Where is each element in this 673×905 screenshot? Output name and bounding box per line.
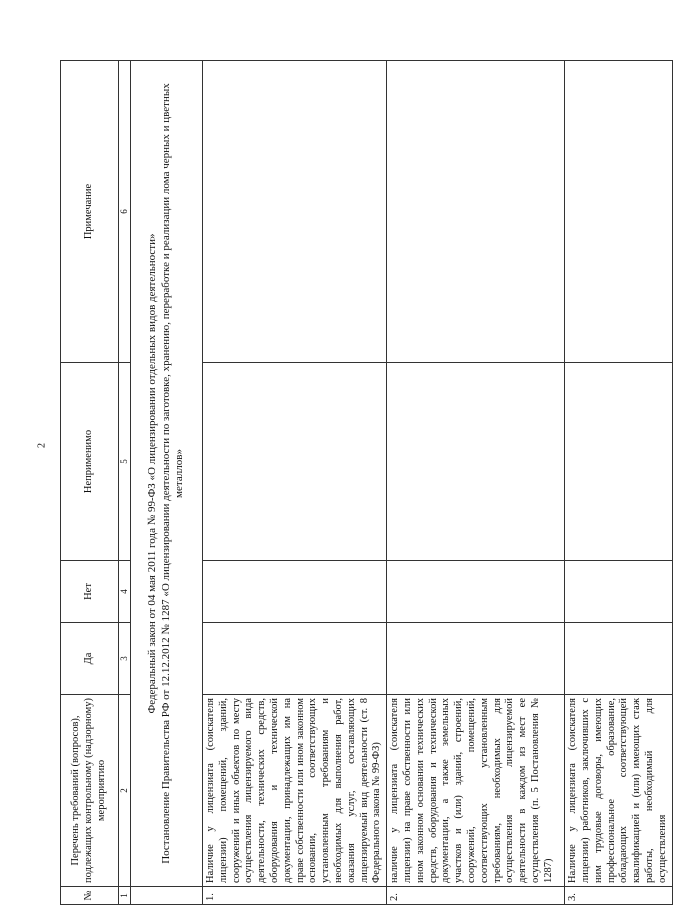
law-reference-row: [131, 61, 203, 905]
table-row: [387, 61, 565, 905]
yes-cell[interactable]: [565, 623, 672, 695]
header-yes: Да: [61, 623, 119, 695]
row-number: 1.: [203, 887, 387, 905]
row-number: 3.: [565, 887, 672, 905]
header-num: №: [61, 887, 119, 905]
note-cell[interactable]: [565, 61, 672, 363]
column-number: 4: [119, 561, 131, 623]
not-applicable-cell[interactable]: [565, 363, 672, 561]
column-number: 5: [119, 363, 131, 561]
yes-cell[interactable]: [387, 623, 565, 695]
column-number: 2: [119, 695, 131, 887]
header-note: Примечание: [61, 61, 119, 363]
column-number: 6: [119, 61, 131, 363]
law-reference-cell: [131, 61, 203, 887]
law-reference-blank: [131, 887, 203, 905]
law-reference-line1: Федеральный закон от 04 мая 2011 года № 99-ФЗ «О лицензировании отдельных видов деятельности»: [146, 233, 159, 714]
page-number: 2: [36, 443, 48, 448]
table-row: [203, 61, 387, 905]
note-cell[interactable]: [203, 61, 387, 363]
not-applicable-cell[interactable]: [387, 363, 565, 561]
header-not-applicable: Неприменимо: [61, 363, 119, 561]
requirement-text: наличие у лицензиата (соискателя лицензии) на праве собственности или ином законном основании технических средств, оборудования и технической документации, а также земельных участков и (или) зданий, строений, сооружений, помещений, соответствующих установленным требованиям, необходимых для осуществления лицензируемой деятельности в каждом из мест ее осуществления (п. 5 Постановления № 1287): [387, 695, 565, 887]
not-applicable-cell[interactable]: [203, 363, 387, 561]
rotated-table-wrapper: [60, 60, 668, 905]
yes-cell[interactable]: [203, 623, 387, 695]
header-requirements: Перечень требований (вопросов), подлежащих контрольному (надзорному) мероприятию: [61, 695, 119, 887]
law-reference-line2: Постановление Правительства РФ от 12.12.2012 № 1287 «О лицензировании деятельности по заготовке, хранению, переработке и реализации лома черных и цветных металлов»: [159, 83, 186, 864]
header-no: Нет: [61, 561, 119, 623]
table-row: [565, 61, 672, 905]
column-number-row: [119, 61, 131, 905]
requirement-text: Наличие у лицензиата (соискателя лицензии) работников, заключивших с ним трудовые договоры, имеющих профессиональное образование, обладающих соответствующей квалификацией и (или) имеющих стаж работы, необходимый для осуществления: [565, 695, 672, 887]
no-cell[interactable]: [203, 561, 387, 623]
column-number: 1: [119, 887, 131, 905]
row-number: 2.: [387, 887, 565, 905]
no-cell[interactable]: [565, 561, 672, 623]
checklist-table: [60, 60, 673, 905]
note-cell[interactable]: [387, 61, 565, 363]
header-row: [61, 61, 119, 905]
requirement-text: Наличие у лицензиата (соискателя лицензии) помещений, зданий, сооружений и иных объектов по месту осуществления лицензируемого вида деятельности, технических средств, оборудования и технической документации, принадлежащих им на праве собственности или ином законном основании, соответствующих установленным требованиям и необходимых для выполнения работ, оказания услуг, составляющих лицензируемый вид деятельности (ст. 8 Федерального закона № 99-ФЗ): [203, 695, 387, 887]
column-number: 3: [119, 623, 131, 695]
no-cell[interactable]: [387, 561, 565, 623]
